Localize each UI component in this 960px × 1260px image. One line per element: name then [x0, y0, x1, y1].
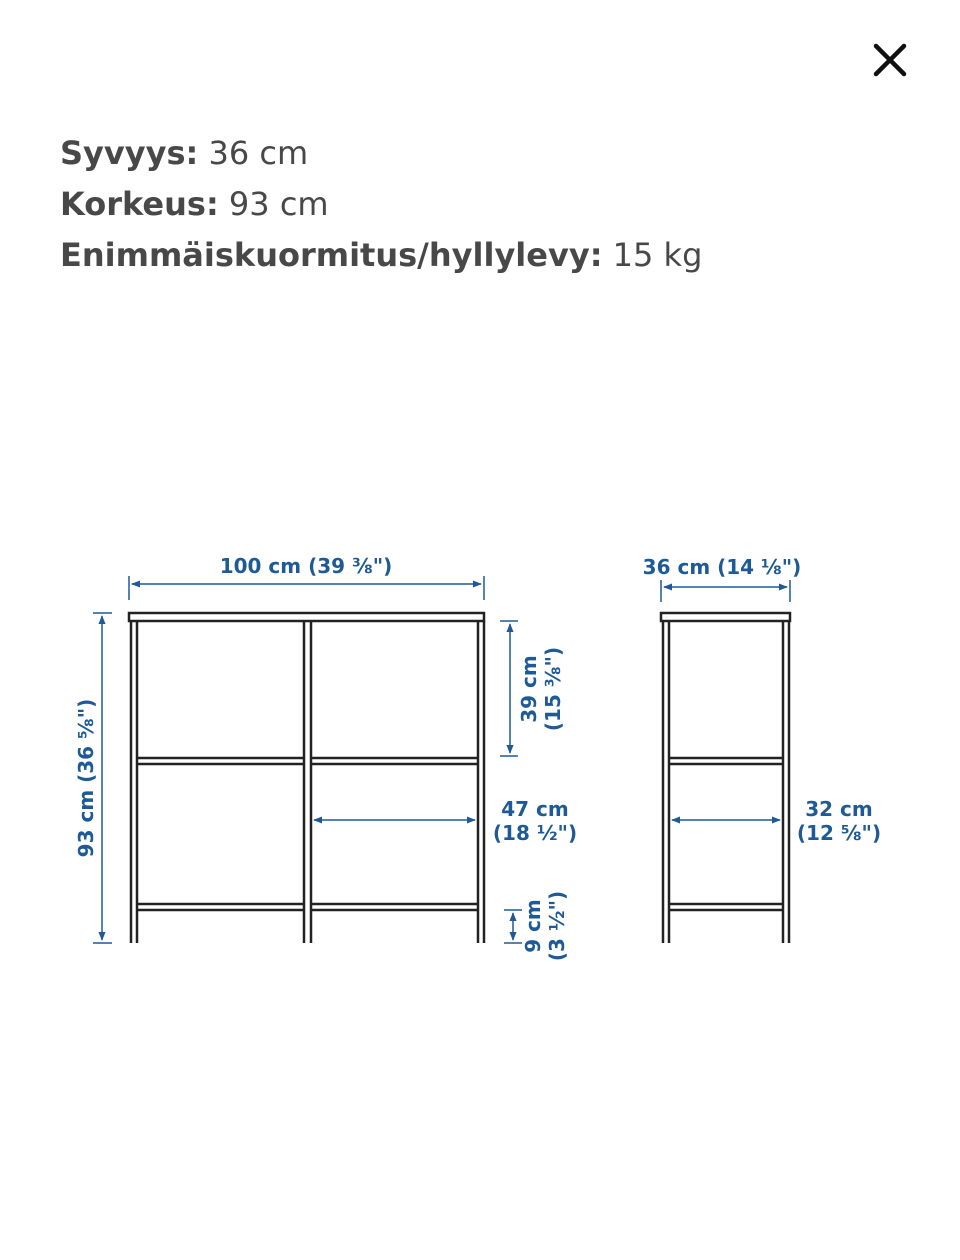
front-view-shelf	[129, 613, 484, 943]
inner-depth-cm-label: 32 cm	[805, 797, 873, 821]
close-icon	[860, 30, 920, 90]
close-button[interactable]	[860, 30, 920, 90]
top-compartment-cm-label: 39 cm	[517, 655, 541, 723]
dimension-drawing	[0, 540, 960, 1000]
spec-height-label: Korkeus:	[60, 185, 219, 223]
spec-depth-label: Syvyys:	[60, 134, 199, 172]
height-label: 93 cm (36 ⅝")	[74, 698, 98, 858]
dimension-lines	[93, 576, 790, 943]
spec-height-value: 93 cm	[228, 185, 329, 223]
inner-width-cm-label: 47 cm	[501, 797, 569, 821]
spec-max-load-label: Enimmäiskuormitus/hyllylevy:	[60, 236, 603, 274]
leg-height-cm-label: 9 cm	[521, 899, 545, 953]
width-label: 100 cm (39 ⅜")	[219, 554, 393, 578]
product-specifications	[60, 128, 702, 281]
depth-label: 36 cm (14 ⅛")	[642, 555, 802, 579]
inner-depth-in-label: (12 ⅝")	[796, 821, 882, 845]
spec-max-load	[60, 230, 702, 281]
top-compartment-in-label: (15 ⅜")	[541, 646, 565, 732]
spec-max-load-value: 15 kg	[612, 236, 703, 274]
leg-height-in-label: (3 ½")	[545, 890, 569, 962]
side-view-shelf	[661, 613, 790, 943]
spec-depth-value: 36 cm	[208, 134, 309, 172]
spec-height	[60, 179, 702, 230]
inner-width-in-label: (18 ½")	[492, 821, 578, 845]
spec-depth	[60, 128, 702, 179]
